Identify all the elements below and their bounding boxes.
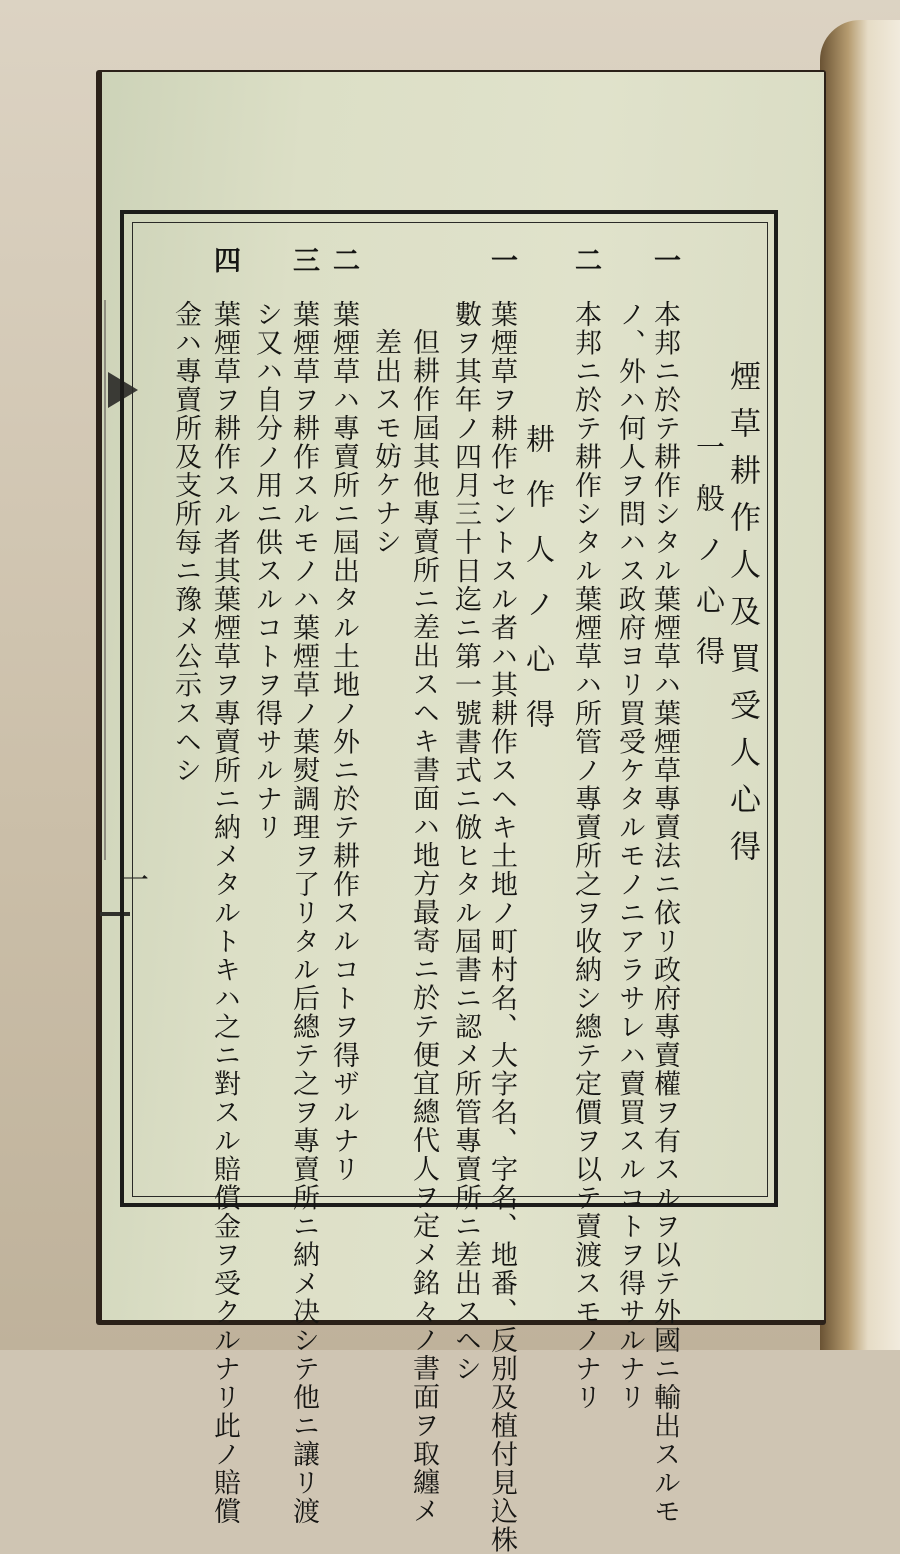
section-heading-cultivator: 耕作人ノ心得 (522, 424, 556, 754)
facing-pages-edge (820, 20, 900, 1350)
text-column: 葉煙草ハ專賣所ニ屆出タル土地ノ外ニ於テ耕作スルコトヲ得ザルナリ (328, 300, 359, 1184)
item-number: 三 (288, 246, 319, 273)
item-number: 二 (570, 246, 601, 273)
item-number: 四 (209, 246, 240, 273)
gutter-fold-line (104, 300, 106, 860)
page-number: 一 (113, 864, 148, 894)
document-title: 煙草耕作人及買受人心得 (724, 360, 760, 877)
text-column: 數ヲ其年ノ四月三十日迄ニ第一號書式ニ倣ヒタル屆書ニ認メ所管專賣所ニ差出スヘシ (450, 300, 481, 1383)
text-column: 金ハ專賣所及支所每ニ豫メ公示スヘシ (170, 300, 201, 785)
text-column: 葉煙草ヲ耕作スルモノハ葉煙草ノ葉熨調理ヲ了リタル后總テ之ヲ專賣所ニ納メ决シテ他ニ讓リ渡 (288, 300, 319, 1526)
text-column: シ又ハ自分ノ用ニ供スルコトヲ得サルナリ (251, 300, 282, 842)
text-column: 本邦ニ於テ耕作シタル葉煙草ハ所管ノ專賣所之ヲ收納シ總テ定價ヲ以テ賣渡スモノナリ (570, 300, 601, 1412)
text-column: 本邦ニ於テ耕作シタル葉煙草ハ葉煙草專賣法ニ依リ政府專賣權ヲ有スルヲ以テ外國ニ輸出スルモ (649, 300, 680, 1526)
item-number: 二 (328, 246, 359, 273)
item-number: 一 (486, 246, 517, 273)
section-heading-general: 一般ノ心得 (692, 432, 726, 687)
text-column: 葉煙草ヲ耕作セントスル者ハ其耕作スヘキ土地ノ町村名、大字名、字名、地番、反別及植付見込株 (486, 300, 517, 1554)
text-column: 但耕作屆其他專賣所ニ差出スヘキ書面ハ地方最寄ニ於テ便宜總代人ヲ定メ銘々ノ書面ヲ取纏メ (408, 328, 439, 1525)
text-column: 葉煙草ヲ耕作スル者其葉煙草ヲ專賣所ニ納メタルトキハ之ニ對スル賠償金ヲ受クルナリ此ノ賠償 (209, 300, 240, 1526)
item-number: 一 (649, 246, 680, 273)
text-column: ノ、外ハ何人ヲ問ハス政府ヨリ買受ケタルモノニアラサレハ賣買スルコトヲ得サルナリ (614, 300, 645, 1412)
text-column: 差出スモ妨ケナシ (370, 328, 401, 556)
